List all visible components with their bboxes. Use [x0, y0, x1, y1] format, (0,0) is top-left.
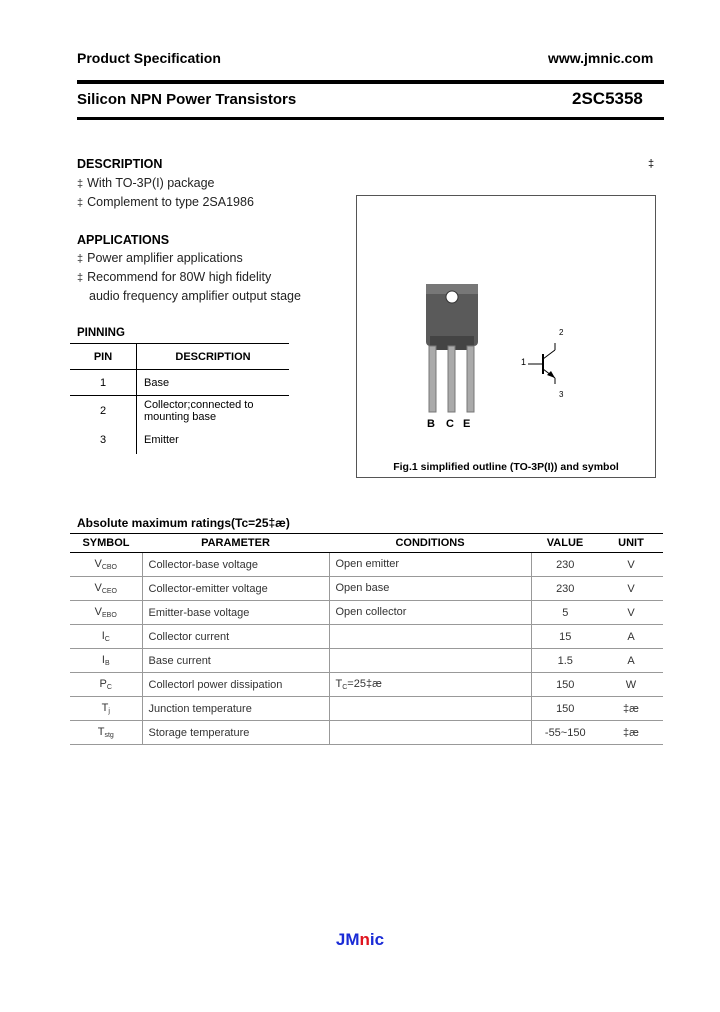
- rating-parameter: Base current: [142, 649, 329, 673]
- rating-symbol: $I_B$: [70, 649, 142, 673]
- applications-item-2-cont: audio frequency amplifier output stage: [89, 289, 301, 303]
- rating-condition: Open collector: [329, 601, 531, 625]
- rating-condition: [329, 721, 531, 745]
- figure-caption: Fig.1 simplified outline (TO-3P(I)) and symbol: [393, 461, 619, 473]
- rating-symbol: $V_{CBO}$: [70, 553, 142, 577]
- rating-parameter: Collector current: [142, 625, 329, 649]
- rating-unit: V: [599, 601, 663, 625]
- symbol-pin-1: 1: [521, 357, 527, 367]
- rating-symbol: $I_C$: [70, 625, 142, 649]
- rating-symbol: $V_{EBO}$: [70, 601, 142, 625]
- rating-condition: $T_C=25\ddagger æ$: [329, 673, 531, 697]
- bullet-icon: ‡: [77, 272, 84, 284]
- applications-heading: APPLICATIONS: [77, 233, 170, 247]
- pin-description: Emitter: [144, 433, 179, 446]
- table-row: [70, 721, 663, 745]
- pin-description: Base: [144, 376, 170, 389]
- rating-value: 150: [531, 673, 599, 697]
- col-symbol: SYMBOL: [70, 534, 142, 553]
- rating-symbol: $T_j$: [70, 697, 142, 721]
- table-row: [70, 553, 663, 577]
- rating-parameter: Collector-base voltage: [142, 553, 329, 577]
- pin-number: 2: [70, 396, 137, 426]
- rating-value: 5: [531, 601, 599, 625]
- rating-value: -55~150: [531, 721, 599, 745]
- rating-unit: ‡æ: [599, 721, 663, 745]
- part-number: 2SC5358: [572, 89, 643, 108]
- table-row: [70, 649, 663, 673]
- header-rule-bottom: [77, 117, 664, 120]
- symbol-pin-2: 2: [559, 328, 564, 337]
- applications-item-2: ‡ Recommend for 80W high fidelity: [77, 270, 272, 284]
- table-row: [70, 370, 289, 396]
- rating-unit: V: [599, 553, 663, 577]
- rating-value: 15: [531, 625, 599, 649]
- rating-symbol: $T_{stg}$: [70, 721, 142, 745]
- ratings-header-row: [70, 534, 663, 553]
- footer-logo: JMnic: [335, 930, 385, 949]
- ratings-table: [70, 533, 663, 745]
- rating-value: 1.5: [531, 649, 599, 673]
- rating-parameter: Emitter-base voltage: [142, 601, 329, 625]
- lead-label-c: C: [446, 418, 454, 430]
- bullet-icon: ‡: [77, 178, 84, 190]
- rating-symbol: $V_{CEO}$: [70, 577, 142, 601]
- pin-col-header: PIN: [70, 344, 137, 370]
- description-item-2: ‡ Complement to type 2SA1986: [77, 195, 254, 209]
- pinning-header-row: [70, 344, 289, 370]
- rating-parameter: Storage temperature: [142, 721, 329, 745]
- table-row: [70, 625, 663, 649]
- desc-col-header: DESCRIPTION: [175, 350, 251, 363]
- rating-unit: ‡æ: [599, 697, 663, 721]
- pin-number: 1: [70, 370, 137, 396]
- bullet-icon: ‡: [77, 197, 84, 209]
- figure-box: [356, 195, 656, 478]
- rating-condition: Open emitter: [329, 553, 531, 577]
- col-conditions: CONDITIONS: [329, 534, 531, 553]
- rating-value: 230: [531, 553, 599, 577]
- rating-parameter: Collector-emitter voltage: [142, 577, 329, 601]
- page-title: Silicon NPN Power Transistors: [77, 91, 297, 108]
- applications-item-1: ‡ Power amplifier applications: [77, 251, 243, 265]
- description-item-1: ‡ With TO-3P(I) package: [77, 176, 215, 190]
- rating-condition: [329, 697, 531, 721]
- header-website[interactable]: www.jmnic.com: [548, 50, 654, 66]
- rating-condition: Open base: [329, 577, 531, 601]
- rating-parameter: Junction temperature: [142, 697, 329, 721]
- description-heading: DESCRIPTION: [77, 157, 163, 171]
- pin-number: 3: [70, 426, 137, 454]
- table-row: [70, 601, 663, 625]
- rating-unit: W: [599, 673, 663, 697]
- bullet-icon: ‡: [77, 253, 84, 265]
- table-row: [70, 577, 663, 601]
- rating-condition: [329, 625, 531, 649]
- lead-label-e: E: [463, 418, 471, 430]
- header-product-spec: Product Specification: [77, 50, 221, 66]
- col-parameter: PARAMETER: [142, 534, 329, 553]
- pinning-table: [70, 343, 289, 454]
- symbol-pin-3: 3: [559, 390, 564, 399]
- ratings-heading: Absolute maximum ratings(Tc=25‡æ): [77, 516, 290, 530]
- rating-parameter: Collectorl power dissipation: [142, 673, 329, 697]
- pinning-heading: PINNING: [77, 327, 125, 339]
- table-row: [70, 426, 289, 454]
- lead-label-b: B: [427, 418, 435, 430]
- rating-condition: [329, 649, 531, 673]
- col-unit: UNIT: [599, 534, 663, 553]
- rating-unit: V: [599, 577, 663, 601]
- pin-description: Collector;connected to mounting base: [144, 398, 254, 423]
- table-row: [70, 697, 663, 721]
- corner-mark: ‡: [648, 158, 655, 170]
- table-row: [70, 673, 663, 697]
- rating-value: 230: [531, 577, 599, 601]
- rating-symbol: $P_C$: [70, 673, 142, 697]
- rating-unit: A: [599, 649, 663, 673]
- table-row: [70, 396, 289, 426]
- transistor-outline-icon: [357, 196, 655, 456]
- rating-value: 150: [531, 697, 599, 721]
- header-rule-top: [77, 80, 664, 84]
- col-value: VALUE: [531, 534, 599, 553]
- rating-unit: A: [599, 625, 663, 649]
